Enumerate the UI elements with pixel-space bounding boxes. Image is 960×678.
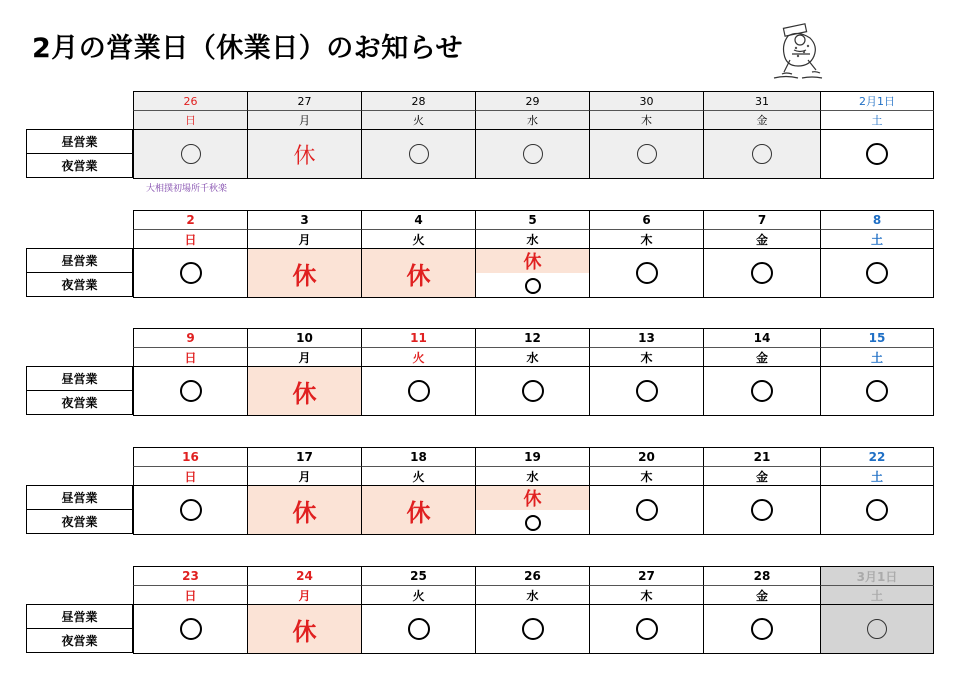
closed-mark: 休: [292, 379, 317, 408]
status-cell: [133, 366, 247, 416]
weekday-cell: 日: [133, 585, 247, 605]
status-cell: [703, 248, 820, 298]
weekday-cell: 土: [820, 229, 934, 249]
row-label-night: 夜営業: [26, 272, 133, 297]
date-cell: 15: [820, 328, 934, 348]
status-cell: [820, 248, 934, 298]
status-cell: [247, 485, 361, 535]
date-cell: 19: [475, 447, 589, 467]
weekday-cell: 金: [703, 229, 820, 249]
date-cell: 27: [589, 566, 703, 586]
weekday-cell: 金: [703, 110, 820, 130]
row-label-night: 夜営業: [26, 153, 133, 178]
weekday-cell: 水: [475, 110, 589, 130]
weekday-cell: 日: [133, 229, 247, 249]
weekday-cell: 水: [475, 585, 589, 605]
open-circle-icon: [409, 144, 429, 164]
status-cell: [589, 604, 703, 654]
open-circle-icon: [866, 262, 888, 284]
weekday-cell: 金: [703, 585, 820, 605]
row-label-day: 昼営業: [26, 485, 133, 510]
status-cell: [703, 366, 820, 416]
status-cell: [133, 604, 247, 654]
open-circle-icon: [636, 618, 658, 640]
status-cell: [589, 485, 703, 535]
date-cell: 2月1日: [820, 91, 934, 111]
date-cell: 26: [133, 91, 247, 111]
weekday-cell: 木: [589, 229, 703, 249]
row-label-night: 夜営業: [26, 509, 133, 534]
open-circle-icon: [180, 262, 202, 284]
status-cell: [247, 248, 361, 298]
open-circle-icon: [522, 618, 544, 640]
date-cell: 3月1日: [820, 566, 934, 586]
day-closed-cell: [476, 486, 589, 510]
date-cell: 4: [361, 210, 475, 230]
night-open-cell: [476, 510, 589, 535]
status-cell: [703, 604, 820, 654]
weekday-cell: 水: [475, 347, 589, 367]
weekday-cell: 火: [361, 347, 475, 367]
closed-mark: 休: [406, 498, 431, 527]
date-cell: 6: [589, 210, 703, 230]
open-circle-icon: [525, 278, 541, 294]
weekday-cell: 水: [475, 466, 589, 486]
date-cell: 28: [703, 566, 820, 586]
date-cell: 26: [475, 566, 589, 586]
weekday-cell: 月: [247, 347, 361, 367]
open-circle-icon: [751, 262, 773, 284]
row-label-day: 昼営業: [26, 604, 133, 629]
open-circle-icon: [408, 618, 430, 640]
status-cell-split: [475, 485, 589, 535]
date-cell: 30: [589, 91, 703, 111]
status-cell: [703, 129, 820, 179]
open-circle-icon: [751, 499, 773, 521]
weekday-cell: 土: [820, 585, 934, 605]
weekday-cell: 月: [247, 466, 361, 486]
weekday-cell: 木: [589, 585, 703, 605]
note-text: 大相撲初場所千秋楽: [146, 184, 228, 194]
open-circle-icon: [752, 144, 772, 164]
weekday-cell: 水: [475, 229, 589, 249]
calendar-week-5: [26, 566, 934, 654]
closed-mark: 休: [406, 261, 431, 290]
date-cell: 17: [247, 447, 361, 467]
open-circle-icon: [636, 380, 658, 402]
status-cell: [820, 129, 934, 179]
open-circle-icon: [525, 515, 541, 531]
status-cell: [247, 604, 361, 654]
date-cell: 31: [703, 91, 820, 111]
weekday-cell: 月: [247, 585, 361, 605]
status-cell: [703, 485, 820, 535]
status-cell: [475, 129, 589, 179]
status-cell: [247, 129, 361, 179]
open-circle-icon: [180, 380, 202, 402]
status-cell: [820, 604, 934, 654]
date-cell: 8: [820, 210, 934, 230]
page-title: 2月の営業日（休業日）のお知らせ: [32, 33, 463, 64]
weekday-cell: 土: [820, 347, 934, 367]
weekday-cell: 木: [589, 110, 703, 130]
status-cell: [133, 129, 247, 179]
open-circle-icon: [181, 144, 201, 164]
date-cell: 23: [133, 566, 247, 586]
weekday-cell: 日: [133, 110, 247, 130]
open-circle-icon: [866, 499, 888, 521]
status-cell: [475, 366, 589, 416]
date-cell: 11: [361, 328, 475, 348]
status-cell: [475, 604, 589, 654]
weekday-cell: 土: [820, 110, 934, 130]
open-circle-icon: [180, 618, 202, 640]
closed-mark: 休: [292, 498, 317, 527]
status-cell: [361, 604, 475, 654]
closed-mark: 休: [523, 252, 542, 273]
date-cell: 25: [361, 566, 475, 586]
status-cell: [361, 248, 475, 298]
status-cell: [361, 129, 475, 179]
date-cell: 18: [361, 447, 475, 467]
sumo-wrestler-illustration: [768, 20, 832, 84]
open-circle-icon: [636, 262, 658, 284]
open-circle-icon: [637, 144, 657, 164]
open-circle-icon: [180, 499, 202, 521]
date-cell: 9: [133, 328, 247, 348]
row-label-day: 昼営業: [26, 129, 133, 154]
date-cell: 2: [133, 210, 247, 230]
calendar-week-3: [26, 328, 934, 416]
open-circle-icon: [408, 380, 430, 402]
date-cell: 7: [703, 210, 820, 230]
status-cell: [589, 248, 703, 298]
weekday-cell: 木: [589, 347, 703, 367]
open-circle-icon: [867, 619, 887, 639]
date-cell: 3: [247, 210, 361, 230]
closed-mark: 休: [523, 489, 542, 510]
status-cell: [589, 129, 703, 179]
date-cell: 13: [589, 328, 703, 348]
closed-mark: 休: [292, 617, 317, 646]
status-cell: [133, 485, 247, 535]
status-cell: [247, 366, 361, 416]
open-circle-icon: [523, 144, 543, 164]
status-cell: [361, 485, 475, 535]
weekday-cell: 月: [247, 229, 361, 249]
status-cell-split: [475, 248, 589, 298]
weekday-cell: 火: [361, 110, 475, 130]
weekday-cell: 火: [361, 229, 475, 249]
calendar-week-1: [26, 91, 934, 179]
row-label-night: 夜営業: [26, 628, 133, 653]
weekday-cell: 木: [589, 466, 703, 486]
row-label-night: 夜営業: [26, 390, 133, 415]
weekday-cell: 月: [247, 110, 361, 130]
weekday-cell: 日: [133, 466, 247, 486]
weekday-cell: 土: [820, 466, 934, 486]
weekday-cell: 火: [361, 585, 475, 605]
open-circle-icon: [636, 499, 658, 521]
date-cell: 22: [820, 447, 934, 467]
date-cell: 21: [703, 447, 820, 467]
date-cell: 5: [475, 210, 589, 230]
date-cell: 27: [247, 91, 361, 111]
weekday-cell: 金: [703, 466, 820, 486]
open-circle-icon: [522, 380, 544, 402]
status-cell: [589, 366, 703, 416]
row-label-day: 昼営業: [26, 248, 133, 273]
calendar-week-4: [26, 447, 934, 535]
date-cell: 12: [475, 328, 589, 348]
day-closed-cell: [476, 249, 589, 273]
status-cell: [820, 485, 934, 535]
date-cell: 28: [361, 91, 475, 111]
calendar-week-2: [26, 210, 934, 298]
open-circle-icon: [866, 380, 888, 402]
status-cell: [133, 248, 247, 298]
date-cell: 16: [133, 447, 247, 467]
weekday-cell: 日: [133, 347, 247, 367]
open-circle-icon: [751, 380, 773, 402]
status-cell: [820, 366, 934, 416]
night-open-cell: [476, 273, 589, 298]
date-cell: 10: [247, 328, 361, 348]
closed-mark: 休: [293, 143, 316, 169]
status-cell: [361, 366, 475, 416]
date-cell: 24: [247, 566, 361, 586]
open-circle-icon: [866, 143, 888, 165]
weekday-cell: 金: [703, 347, 820, 367]
date-cell: 29: [475, 91, 589, 111]
closed-mark: 休: [292, 261, 317, 290]
date-cell: 14: [703, 328, 820, 348]
open-circle-icon: [751, 618, 773, 640]
weekday-cell: 火: [361, 466, 475, 486]
date-cell: 20: [589, 447, 703, 467]
row-label-day: 昼営業: [26, 366, 133, 391]
